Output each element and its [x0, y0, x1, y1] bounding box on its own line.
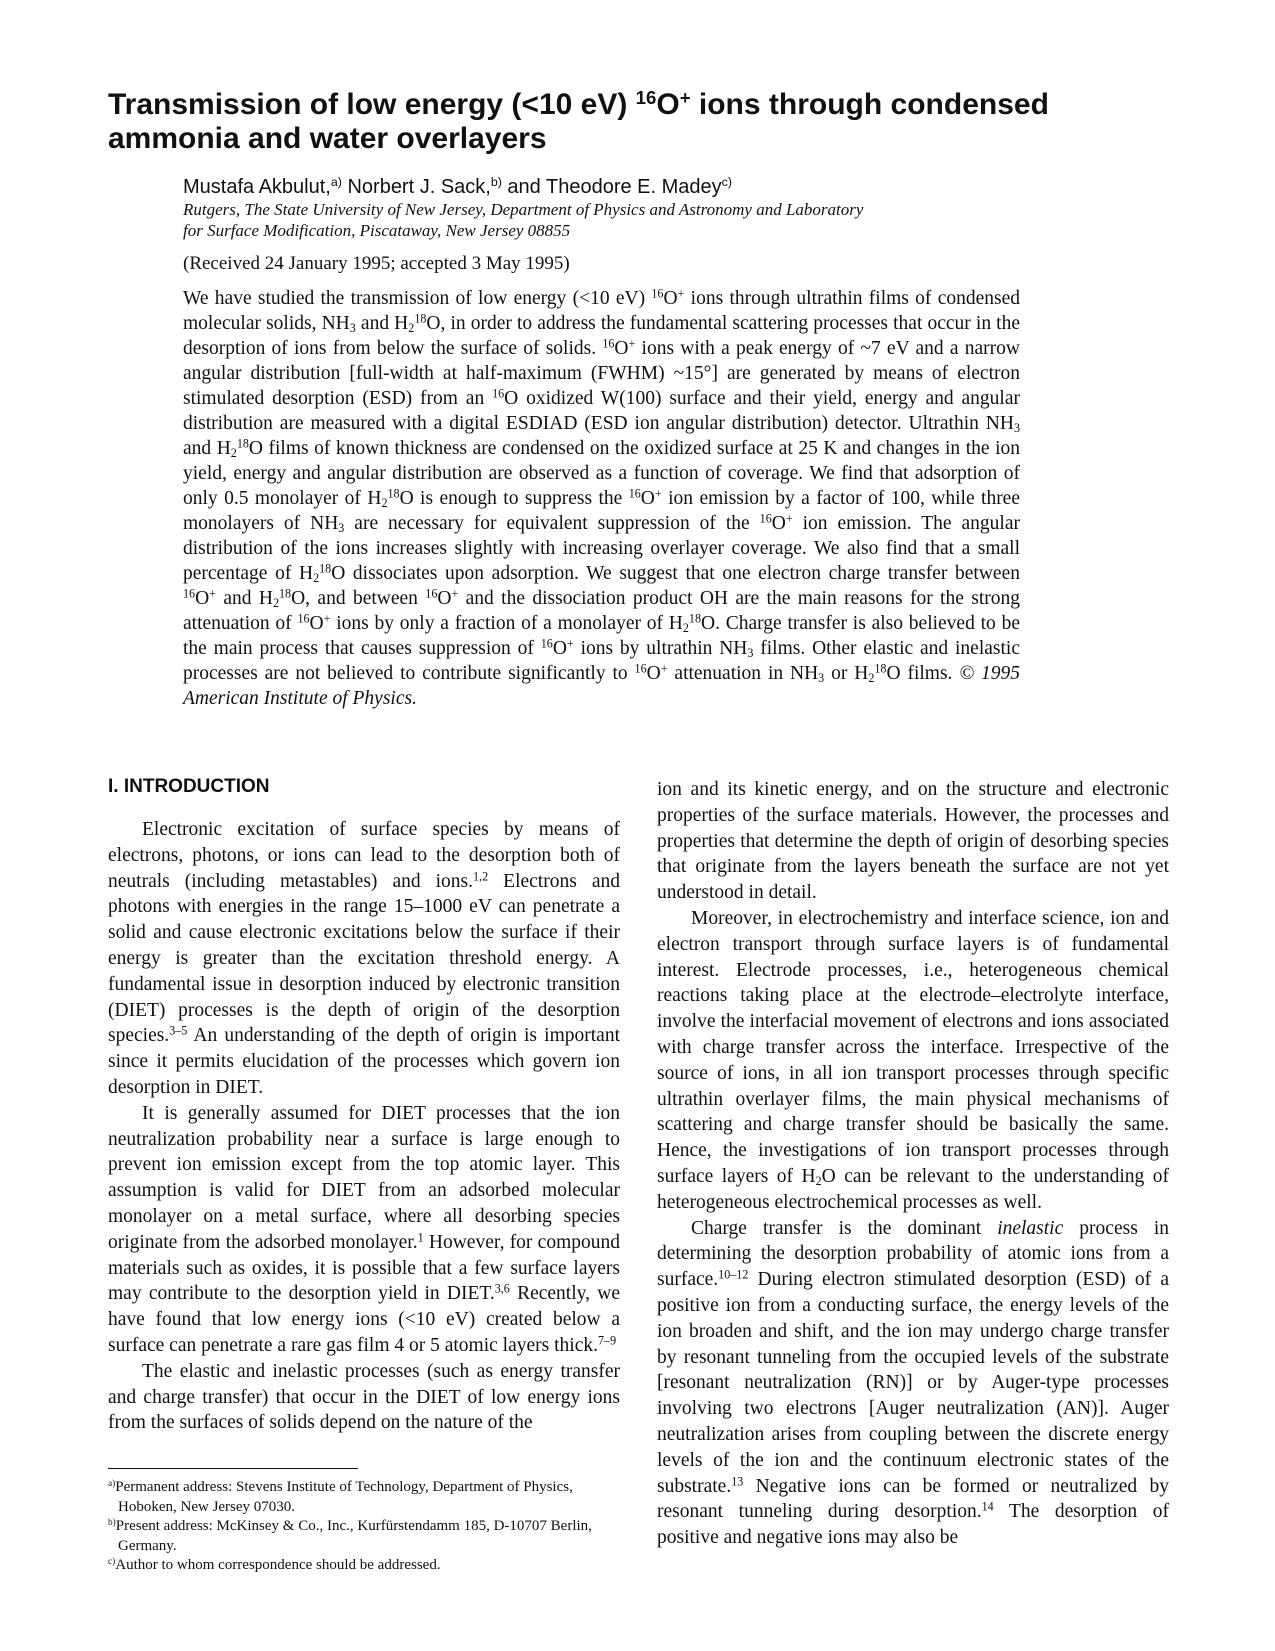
- reference-marker: 3,6: [494, 1281, 510, 1296]
- footnote: $^{a)}$Permanent address: Stevens Institute of Technology, Department of Physics, Hoboken, New Jersey 07030.: [108, 1478, 573, 1515]
- footnote: $^{b)}$Present address: McKinsey & Co., Inc., Kurfürstendamm 185, D-10707 Berlin, Germany.: [108, 1517, 592, 1554]
- reference-marker: 3–5: [169, 1023, 188, 1038]
- reference-marker: 1,2: [473, 868, 489, 883]
- paragraph: ion and its kinetic energy, and on the structure and electronic properties of the surface materials. However, the processes and properties that determine the depth of origin of desorbing species that originate from the layers beneath the surface are not yet understood in detail.: [657, 779, 1169, 904]
- copyright-notice: © 1995 American Institute of Physics.: [183, 663, 1021, 709]
- left-column: [108, 817, 620, 1436]
- affiliation: Rutgers, The State University of New Jersey, Department of Physics and Astronomy and Laboratory for Surface Modification, Piscataway, New Jersey 08855: [183, 200, 864, 240]
- reference-marker: 1: [417, 1230, 424, 1245]
- footnotes: [108, 1478, 620, 1576]
- paragraph: Moreover, in electrochemistry and interface science, ion and electron transport through surface layers is of fundamental interest. Electrode processes, i.e., heterogeneous chemical reactions taking place at the electrode–electrolyte interface, involve the interfacial movement of electrons and ions associated with charge transfer across the interface. Irrespective of the source of ions, in all ion transport processes through specific ultrathin overlayer films, the main physical mechanisms of scattering and charge transfer should be basically the same. Hence, the investigations of ion transport processes through surface layers of $H_2O$ can be relevant to the understanding of heterogeneous electrochemical processes as well.: [657, 907, 1169, 1213]
- footnote: $^{c)}$Author to whom correspondence should be addressed.: [108, 1556, 441, 1573]
- paragraph: The elastic and inelastic processes (such as energy transfer and charge transfer) that occur in the DIET of low energy ions from the surfaces of solids depend on the nature of the: [108, 1360, 620, 1434]
- author-list: Mustafa Akbulut,$^{a)}$ Norbert J. Sack,$^{b)}$ and Theodore E. Madey$^{c)}$: [183, 175, 732, 198]
- reference-marker: 7–9: [597, 1333, 617, 1348]
- reference-marker: 13: [731, 1473, 744, 1488]
- reference-marker: 14: [981, 1499, 994, 1514]
- reference-marker: 10–12: [718, 1267, 749, 1282]
- received-dates: (Received 24 January 1995; accepted 3 May 1995): [183, 253, 570, 274]
- paragraph: Charge transfer is the dominant inelastic process in determining the desorption probability of atomic ions from a surface.$^{10-12}$ During electron stimulated desorption (ESD) of a positive ion from a conducting surface, the energy levels of the ion broaden and shift, and the ion may undergo charge transfer by resonant tunneling from the occupied levels of the substrate [resonant neutralization (RN)] or by Auger-type processes involving two electrons [Auger neutralization (AN)]. Auger neutralization arises from coupling between the discrete energy levels of the ion and the continuum electronic states of the substrate.$^{13}$ Negative ions can be formed or neutralized by resonant tunneling during desorption.$^{14}$ The desorption of positive and negative ions may also be: [657, 1217, 1169, 1549]
- section-heading: I. INTRODUCTION: [108, 776, 270, 797]
- paragraph: It is generally assumed for DIET processes that the ion neutralization probability near a surface is large enough to prevent ion emission except from the top atomic layer. This assumption is valid for DIET from an adsorbed molecular monolayer on a metal surface, where all desorbing species originate from the adsorbed monolayer.$^1$ However, for compound materials such as oxides, it is possible that a few surface layers may contribute to the desorption yield in DIET.$^{3,6}$ Recently, we have found that low energy ions (<10 eV) created below a surface can penetrate a rare gas film 4 or 5 atomic layers thick.$^{7-9}$: [108, 1102, 620, 1356]
- paper-title: Transmission of low energy (<10 eV) $^{16}$O+ ions through condensed ammonia and water overlayers: [108, 86, 1049, 155]
- footnote-divider: [108, 1468, 358, 1469]
- paragraph: Electronic excitation of surface species by means of electrons, photons, or ions can lead to the desorption both of neutrals (including metastables) and ions.$^{1,2}$ Electrons and photons with energies in the range 15–1000 eV can penetrate a solid and cause electronic excitations below the surface if their energy is greater than the excitation threshold energy. A fundamental issue in desorption induced by electronic transition (DIET) processes is the depth of origin of the desorption species.$^{3-5}$ An understanding of the depth of origin is important since it permits elucidation of the processes which govern ion desorption in DIET.: [108, 819, 620, 1098]
- right-column: [657, 777, 1169, 1551]
- abstract: We have studied the transmission of low energy (<10 eV) $^{16}$O+ ions through ultrathin films of condensed molecular solids, $NH_3$ and $H_2^{18}O$, in order to address the fundamental scattering processes that occur in the desorption of ions from below the surface of solids. $^{16}$O+ ions with a peak energy of ~7 eV and a narrow angular distribution [full-width at half-maximum (FWHM) ~15°] are generated by means of electron stimulated desorption (ESD) from an $^{16}$O oxidized W(100) surface and their yield, energy and angular distribution are measured with a digital ESDIAD (ESD ion angular distribution) detector. Ultrathin $NH_3$ and $H_2^{18}O$ films of known thickness are condensed on the oxidized surface at 25 K and changes in the ion yield, energy and angular distribution are observed as a function of coverage. We find that adsorption of only 0.5 monolayer of $H_2^{18}O$ is enough to suppress the $^{16}$O+ ion emission by a factor of 100, while three monolayers of $NH_3$ are necessary for equivalent suppression of the $^{16}$O+ ion emission. The angular distribution of the ions increases slightly with increasing overlayer coverage. We also find that a small percentage of $H_2^{18}O$ dissociates upon adsorption. We suggest that one electron charge transfer between $^{16}$O+ and $H_2^{18}O$, and between $^{16}$O+ and the dissociation product OH are the main reasons for the strong attenuation of $^{16}$O+ ions by only a fraction of a monolayer of $H_2^{18}O$. Charge transfer is also believed to be the main process that causes suppression of $^{16}$O+ ions by ultrathin $NH_3$ films. Other elastic and inelastic processes are not believed to contribute significantly to $^{16}$O+ attenuation in $NH_3$ or $H_2^{18}O$ films. © 1995 American Institute of Physics.: [183, 286, 1021, 709]
